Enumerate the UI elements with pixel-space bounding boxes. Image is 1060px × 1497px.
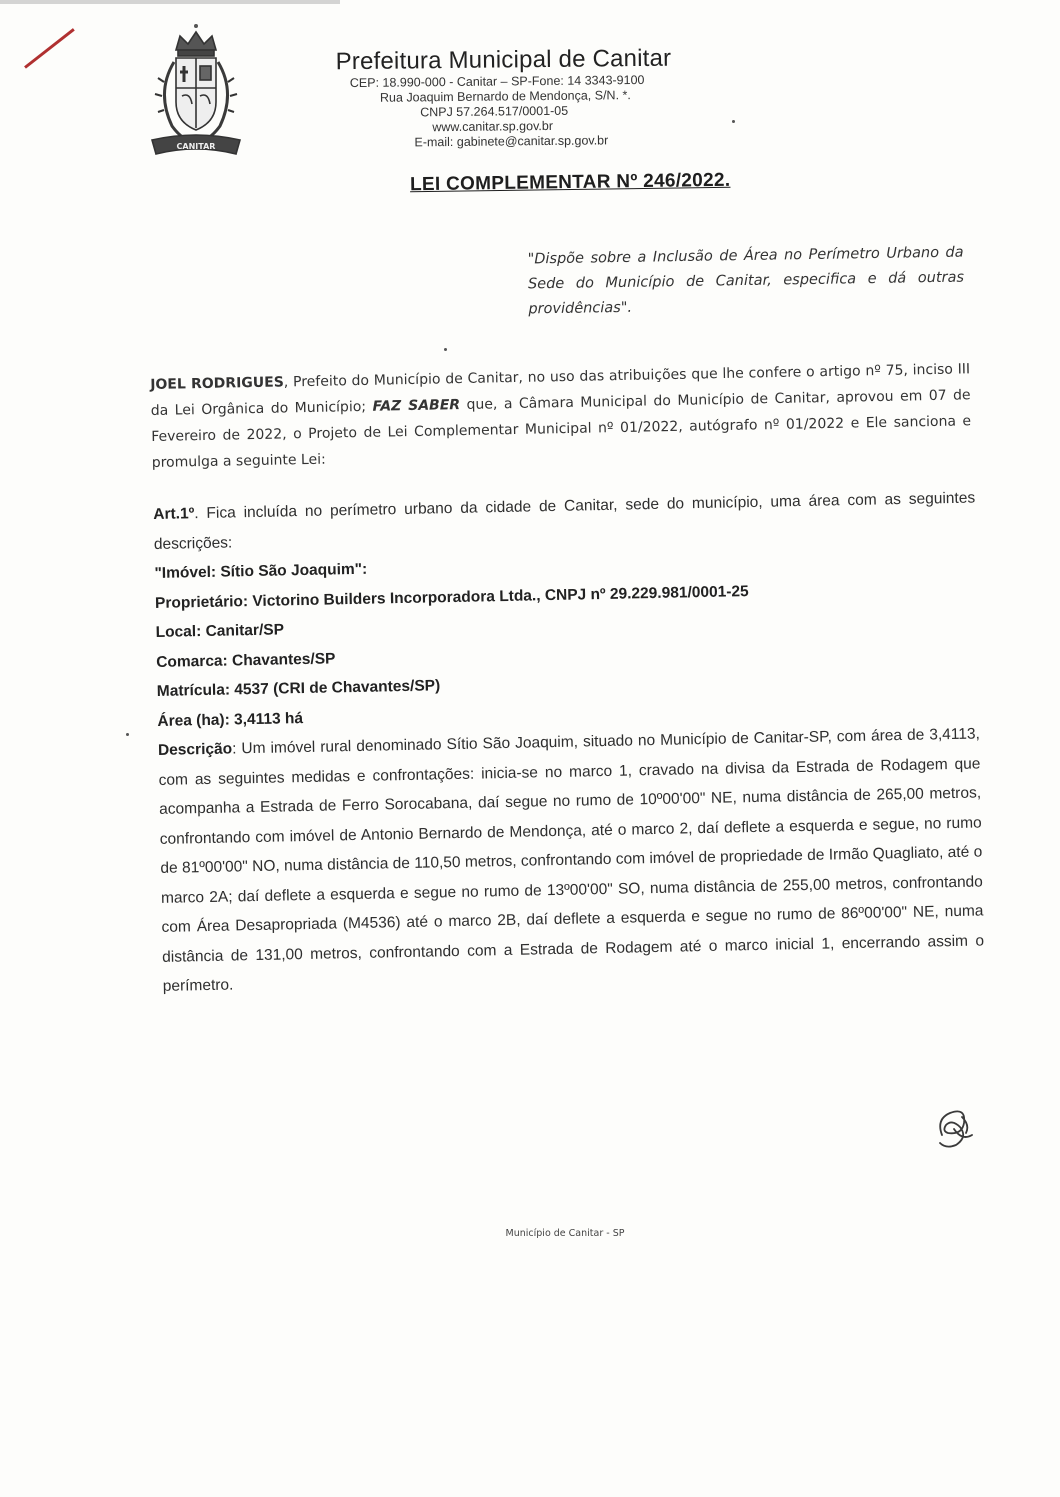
- matricula-line: Matrícula: 4537 (CRI de Chavantes/SP): [156, 677, 441, 700]
- preamble-paragraph: [150, 356, 972, 476]
- scan-speck: [732, 120, 735, 123]
- law-ementa: "Dispõe sobre a Inclusão de Área no Perímetro Urbano da Sede do Município de Canitar, especifica e dá outras providências".: [527, 244, 965, 318]
- descricao-label: Descrição: [157, 740, 233, 759]
- municipal-crest-icon: [146, 22, 246, 162]
- scan-speck: [126, 733, 129, 736]
- org-name: Prefeitura Municipal de Canitar: [335, 44, 672, 76]
- property-description: [158, 719, 985, 1001]
- local-line: Local: Canitar/SP: [155, 621, 285, 641]
- header-website: www.canitar.sp.gov.br: [432, 118, 554, 135]
- proprietario-line: Proprietário: Victorino Builders Incorporadora Ltda., CNPJ nº 29.229.981/0001-25: [154, 582, 749, 612]
- article-label: Art.1º: [153, 505, 195, 523]
- letterhead: [335, 44, 756, 151]
- header-cnpj: CNPJ 57.264.517/0001-05: [420, 103, 569, 120]
- mayor-name: JOEL RODRIGUES: [150, 374, 284, 393]
- article-1-text: . Fica incluída no perímetro urbano da cidade de Canitar, sede do município, uma área com as seguintes descrições:: [153, 489, 976, 553]
- signature-initials: [932, 1105, 976, 1151]
- page-footer: Município de Canitar - SP: [505, 1228, 625, 1239]
- preamble-text-1: , Prefeito do Município de Canitar, no uso das atribuições que lhe confere o artigo nº 75, inciso III da Lei Orgânica do Município;: [150, 361, 971, 419]
- article-body: [153, 484, 985, 1002]
- crest-banner-text: CANITAR: [176, 142, 216, 151]
- header-address: Rua Joaquim Bernardo de Mendonça, S/N. *.: [379, 88, 631, 105]
- scan-speck: [444, 348, 447, 351]
- area-line: Área (ha): 3,4113 há: [157, 709, 304, 730]
- scan-edge-line: [0, 0, 340, 4]
- header-cep-phone: CEP: 18.990-000 - Canitar – SP-Fone: 14 3343-9100: [349, 72, 645, 91]
- law-title: LEI COMPLEMENTAR Nº 246/2022.: [409, 169, 731, 196]
- header-email: E-mail: gabinete@canitar.sp.gov.br: [414, 133, 609, 150]
- preamble-text-2: que, a Câmara Municipal do Município de Canitar, aprovou em 07 de Fevereiro de 2022, o Projeto de Lei Complementar Municipal nº 01/2022, autógrafo nº 01/2022 e Ele sanciona e promulga a seguinte Lei:: [151, 387, 972, 471]
- pen-mark: [24, 28, 75, 69]
- imovel-line: "Imóvel: Sítio São Joaquim":: [154, 560, 368, 582]
- descricao-text: : Um imóvel rural denominado Sítio São Joaquim, situado no Município de Canitar-SP, com área de 3,4113, com as seguintes medidas e confrontações: inicia-se no marco 1, cravado na divisa da Estrada de Rodagem que acompanha a Estrada de Ferro Sorocabana, daí segue no rumo de 10º00'00" NE, numa distância de 265,00 metros, confrontando com imóvel de Antonio Bernardo de Mendonça, até o marco 2, daí deflete a esquerda e segue, no rumo de 81º00'00" NO, numa distância de 110,50 metros, confrontando com imóvel de propriedade de Irmão Quagliato, até o marco 2A; daí deflete a esquerda e segue no rumo de 13º00'00" SO, numa distância de 255,00 metros, confrontando com Área Desapropriada (M4536) até o marco 2B, daí deflete a esquerda e segue no rumo de 86º00'00" NE, numa distância de 131,00 metros, confrontando com a Estrada de Rodagem até o marco inicial 1, encerrando assim o perímetro.: [158, 725, 985, 995]
- faz-saber: FAZ SABER: [372, 397, 461, 415]
- comarca-line: Comarca: Chavantes/SP: [156, 649, 336, 671]
